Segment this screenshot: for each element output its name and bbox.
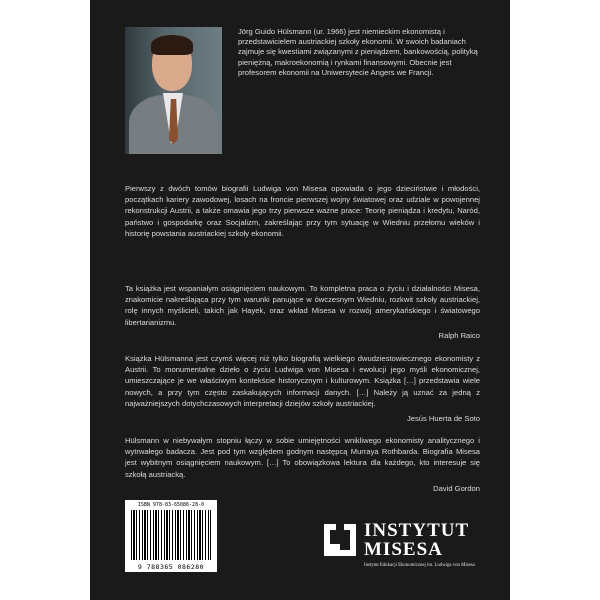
barcode-bars: [131, 510, 211, 560]
blurb-author: David Gordon: [433, 484, 480, 493]
author-bio: Jörg Guido Hülsmann (ur. 1966) jest niemieckim ekonomistą i przedstawicielem austriackiej szkoły ekonomii. W swoich badaniach zajmuje się kwestiami związanymi z pieniądzem, bankowością, polityką pieniężną, makroekonomią i rynkami finansowymi. Obecnie jest profesorem ekonomii na Uniwersytecie Angers we Francji.: [238, 27, 478, 77]
publisher-mark-icon: [322, 522, 358, 558]
logo-line2: MISESA: [364, 539, 443, 560]
blurb-text: Hülsmann w niebywałym stopniu łączy w sobie umiejętności wnikliwego ekonomisty analitycznego i wytrwałego badacza. Jest pod tym względem godnym następcą Murraya Rothbarda. Biografia Misesa jest wybitnym osiągnięciem naukowym. […] To obowiązkowa lektura dla każdego, kto interesuje się szkołą austriacką.: [125, 436, 480, 479]
isbn-number: 9 788365 086280: [137, 563, 205, 571]
publisher-logo: [322, 520, 502, 580]
logo-subtitle: Instytut Edukacji Ekonomicznej im. Ludwiga von Misesa: [364, 563, 475, 568]
author-photo: [125, 27, 222, 154]
logo-line1: INSTYTUT: [364, 520, 470, 541]
isbn-label: ISBN 978-83-65086-28-0: [137, 502, 205, 508]
book-summary: Pierwszy z dwóch tomów biografii Ludwiga von Misesa opowiada o jego dzieciństwie i młodości, początkach kariery zawodowej, losach na froncie pierwszej wojny światowej oraz udziale w powojennej rekonstrukcji Austrii, a także omawia jego trzy pierwsze ważne prace: Teorię pieniądza i kredytu, Naród, państwo i gospodarkę oraz Socjalizm, zakreślając przy tym sytuację w Wiedniu przełomu wieków i historię powstania austriackiej szkoły ekonomii.: [125, 184, 480, 238]
book-back-cover: [90, 0, 510, 600]
blurb-author: Ralph Raico: [438, 331, 480, 340]
isbn-barcode: [125, 500, 217, 572]
blurb-text: Ta książka jest wspaniałym osiągnięciem naukowym. To kompletna praca o życiu i działalności Misesa, znakomicie nakreślająca przy tym warunki panujące w ówczesnym Wiedniu, rozkwit szkoły austriackiej, rolę innych myślicieli, takich jak Hayek, oraz wkład Misesa w rozwój amerykańskiego i światowego libertarianizmu.: [125, 284, 480, 327]
blurb-author: Jesús Huerta de Soto: [406, 414, 480, 423]
blurb-text: Książka Hülsmanna jest czymś więcej niż tylko biografią wielkiego dwudziestowiecznego ekonomisty z Austrii. To monumentalne dzieło o życiu Ludwiga von Misesa i ewolucji jego myśli ekonomicznej, umieszczające je we właściwym kontekście historycznym i kulturowym. Książka […] przedstawia wiele nowych, a przy tym często zaskakujących informacji danych. […] Należy ją uznać za jedną z najważniejszych dotychczasowych interpretacji dziejów szkoły austriackiej.: [125, 354, 480, 408]
